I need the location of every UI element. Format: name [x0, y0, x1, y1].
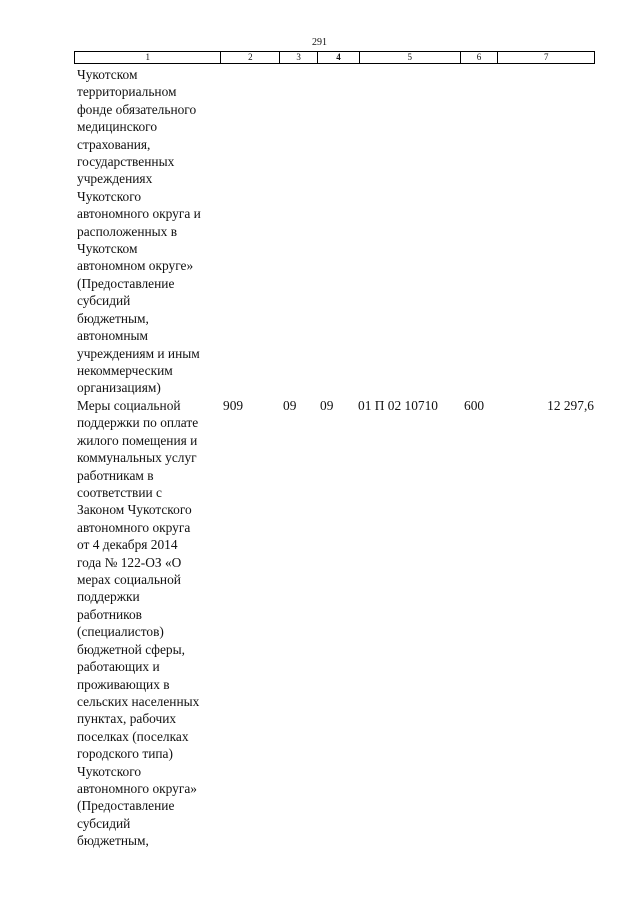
table-row-continued-description: Чукотском территориальном фонде обязательного медицинского страхования, государственных учреждениях Чукотского автономного округа и расположенных в Чукотском автономном округе» (Предоставление субсидий бюджетным, автономным учреждениям и иным некоммерческим организациям) [77, 67, 201, 396]
column-number-1: 1 [75, 52, 221, 63]
column-number-5: 5 [360, 52, 461, 63]
cell-target-article: 01 П 02 10710 [358, 398, 438, 413]
cell-amount: 12 297,6 [547, 398, 594, 413]
cell-subsection: 09 [320, 398, 334, 413]
column-number-2: 2 [221, 52, 280, 63]
page-number: 291 [312, 37, 327, 48]
table-header-row [74, 51, 595, 64]
cell-section: 09 [283, 398, 297, 413]
column-number-6: 6 [461, 52, 499, 63]
cell-ministry-code: 909 [223, 398, 244, 413]
cell-expense-type: 600 [464, 398, 485, 413]
table-row-description: Меры социальной поддержки по оплате жилого помещения и коммунальных услуг работникам в соответствии с Законом Чукотского автономного округа от 4 декабря 2014 года № 122-ОЗ «О мерах социальной поддержки работников (специалистов) бюджетной сферы, работающих и проживающих в сельских населенных пунктах, рабочих поселках (поселках городского типа) Чукотского автономного округа» (Предоставление субсидий бюджетным, [77, 398, 200, 849]
column-number-3: 3 [280, 52, 318, 63]
column-number-7: 7 [543, 52, 549, 62]
column-number-4: 4 [318, 52, 360, 63]
